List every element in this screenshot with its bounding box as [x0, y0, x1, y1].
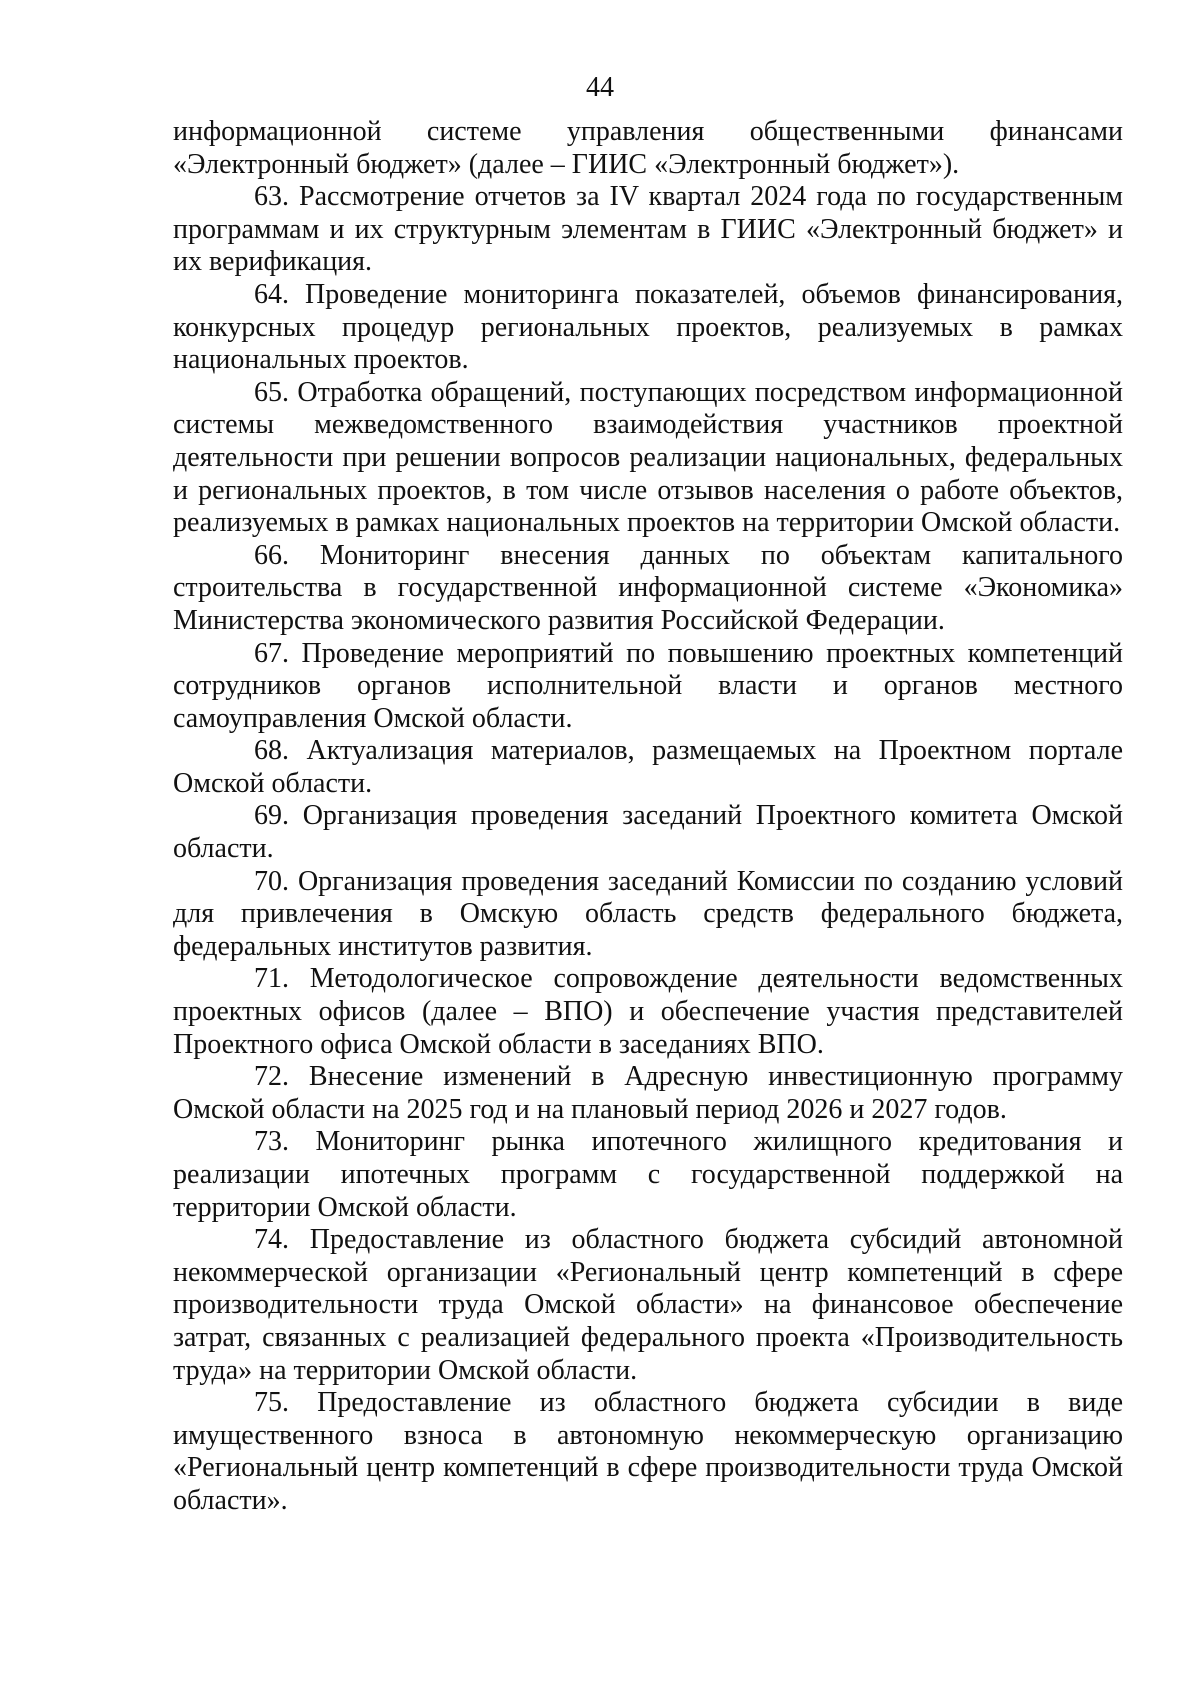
paragraph-item-72: 72. Внесение изменений в Адресную инвестиционную программу Омской области на 2025 год и на плановый период 2026 и 2027 годов.	[173, 1061, 1123, 1125]
paragraph-item-69: 69. Организация проведения заседаний Проектного комитета Омской области.	[173, 800, 1123, 865]
paragraph-continuation: информационной системе управления общественными финансами «Электронный бюджет» (далее – ГИИС «Электронный бюджет»).	[173, 116, 1123, 180]
page-number: 44	[586, 72, 614, 103]
paragraph-item-66: 66. Мониторинг внесения данных по объектам капитального строительства в государственной информационной системе «Экономика» Министерства экономического развития Российской Федерации.	[173, 539, 1123, 636]
paragraph-item-71: 71. Методологическое сопровождение деятельности ведомственных проектных офисов (далее – ВПО) и обеспечение участия представителей Проектного офиса Омской области в заседаниях ВПО.	[173, 963, 1123, 1060]
document-body	[173, 116, 1123, 1518]
paragraph-item-65: 65. Отработка обращений, поступающих посредством информационной системы межведомственного взаимодействия участников проектной деятельности при решении вопросов реализации национальных, федеральных и региональных проектов, в том числе отзывов населения о работе объектов, реализуемых в рамках национальных проектов на территории Омской области.	[173, 376, 1123, 539]
paragraph-item-63: 63. Рассмотрение отчетов за IV квартал 2024 года по государственным программам и их структурным элементам в ГИИС «Электронный бюджет» и их верификация.	[173, 181, 1123, 278]
paragraph-item-67: 67. Проведение мероприятий по повышению проектных компетенций сотрудников органов исполнительной власти и органов местного самоуправления Омской области.	[173, 637, 1123, 734]
paragraph-item-74: 74. Предоставление из областного бюджета субсидий автономной некоммерческой организации «Региональный центр компетенций в сфере производительности труда Омской области» на финансовое обеспечение затрат, связанных с реализацией федерального проекта «Производительность труда» на территории Омской области.	[173, 1224, 1123, 1386]
paragraph-item-73: 73. Мониторинг рынка ипотечного жилищного кредитования и реализации ипотечных программ с государственной поддержкой на территории Омской области.	[173, 1126, 1123, 1223]
paragraph-item-70: 70. Организация проведения заседаний Комиссии по созданию условий для привлечения в Омскую область средств федерального бюджета, федеральных институтов развития.	[173, 865, 1123, 962]
paragraph-item-68: 68. Актуализация материалов, размещаемых на Проектном портале Омской области.	[173, 735, 1123, 799]
paragraph-item-75: 75. Предоставление из областного бюджета субсидии в виде имущественного взноса в автономную некоммерческую организацию «Региональный центр компетенций в сфере производительности труда Омской области».	[173, 1387, 1123, 1516]
paragraph-item-64: 64. Проведение мониторинга показателей, объемов финансирования, конкурсных процедур региональных проектов, реализуемых в рамках национальных проектов.	[173, 278, 1123, 376]
